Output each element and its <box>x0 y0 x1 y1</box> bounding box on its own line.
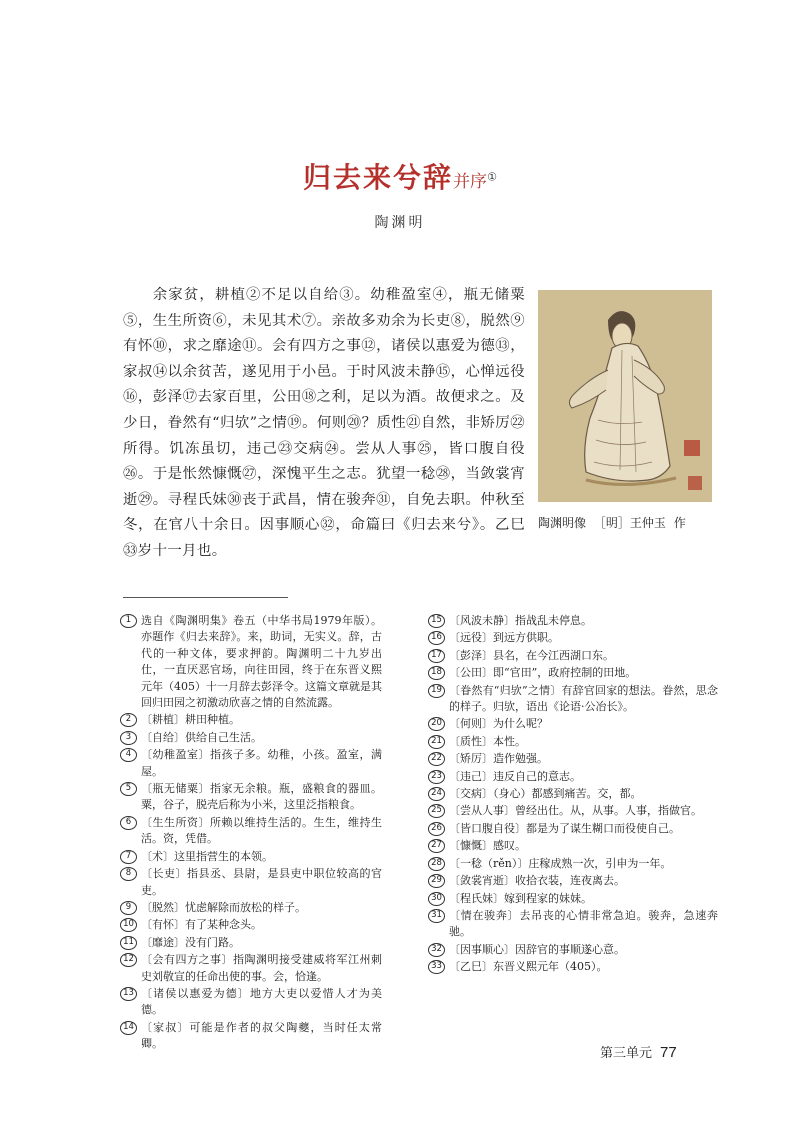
footnote-number: 30 <box>428 892 445 906</box>
page-footer <box>600 1042 740 1061</box>
caption-artist: ［明］王仲玉 <box>593 516 666 530</box>
footnote-number: 16 <box>428 631 445 645</box>
footnote-item <box>120 1020 382 1053</box>
footnote-item <box>428 908 718 941</box>
footnote-number: 21 <box>428 735 445 749</box>
preface-paragraph: 余家贫，耕植②不足以自给③。幼稚盈室④，瓶无储粟⑤，生生所资⑥，未见其术⑦。亲故多劝余为长吏⑧，脱然⑨有怀⑩，求之靡途⑪。会有四方之事⑫，诸侯以惠爱为德⑬，家叔⑭以余贫苦，遂见用于小邑。于时风波未静⑮，心惮远役⑯，彭泽⑰去家百里，公田⑱之利，足以为酒。故便求之。及少日，眷然有“归欤”之情⑲。何则⑳？质性㉑自然，非矫厉㉒所得。饥冻虽切，违己㉓交病㉔。尝从人事㉕，皆口腹自役㉖。于是怅然慷慨㉗，深愧平生之志。犹望一稔㉘，当敛裳宵逝㉙。寻程氏妹㉚丧于武昌，情在骏奔㉛，自免去职。仲秋至冬，在官八十余日。因事顺心㉜，命篇曰《归去来兮》。乙巳㉝岁十一月也。 <box>123 287 525 559</box>
footnote-item <box>428 683 718 716</box>
footnote-item <box>428 786 718 802</box>
footnote-text: 〔何则〕为什么呢？ <box>449 717 548 731</box>
footnote-number: 4 <box>120 748 137 762</box>
footnote-item <box>428 734 718 750</box>
footnote-number: 8 <box>120 867 137 881</box>
page-number: 77 <box>660 1044 677 1061</box>
footnote-number: 2 <box>120 713 137 727</box>
footnote-number: 15 <box>428 614 445 628</box>
footnote-text: 〔交病〕（身心）都感到痛苦。交，都。 <box>449 787 642 801</box>
footnote-item <box>120 730 382 746</box>
footnote-number: 20 <box>428 717 445 731</box>
footnote-text: 〔皆口腹自役〕都是为了谋生糊口而役使自己。 <box>449 821 680 835</box>
footnote-item <box>428 821 718 837</box>
footnote-text: 〔风波未静〕指战乱未停息。 <box>449 614 592 627</box>
footnote-item <box>428 891 718 907</box>
portrait-caption <box>538 514 728 531</box>
footnote-number: 25 <box>428 804 445 818</box>
title-footnote-mark: ① <box>487 170 497 184</box>
footnote-text: 〔敛裳宵逝〕收拾衣装，连夜离去。 <box>449 874 625 888</box>
footnote-text: 〔幼稚盈室〕指孩子多。幼稚，小孩。盈室，满屋。 <box>141 748 382 778</box>
footnote-number: 26 <box>428 822 445 836</box>
footnote-item <box>120 917 382 933</box>
footnote-item <box>120 815 382 848</box>
footnote-item <box>120 986 382 1019</box>
footnote-text: 〔因事顺心〕因辞官的事顺遂心意。 <box>449 942 625 956</box>
footnote-number: 11 <box>120 936 137 950</box>
footnote-text: 〔尝从人事〕曾经出仕。从，从事。人事，指做官。 <box>449 804 702 818</box>
footnote-number: 24 <box>428 787 445 801</box>
footnote-number: 9 <box>120 901 137 915</box>
footnote-number: 28 <box>428 857 445 871</box>
caption-title: 陶渊明像 <box>538 516 587 530</box>
footnote-text: 〔有怀〕有了某种念头。 <box>141 918 262 932</box>
author-name: 陶渊明 <box>374 215 426 231</box>
footnote-text: 〔情在骏奔〕去吊丧的心情非常急迫。骏奔，急速奔驰。 <box>449 908 718 939</box>
footnote-text: 〔公田〕即“官田”，政府控制的田地。 <box>449 666 637 680</box>
footnote-number: 23 <box>428 770 445 784</box>
footnote-item <box>428 942 718 958</box>
footnote-text: 〔长吏〕指县丞、县尉，是县吏中职位较高的官吏。 <box>141 867 382 897</box>
footnote-item <box>428 613 718 629</box>
portrait-illustration <box>538 290 712 502</box>
footnote-number: 31 <box>428 909 445 923</box>
footnote-number: 1 <box>120 614 137 628</box>
footnote-item <box>120 935 382 951</box>
footnote-text: 〔质性〕本性。 <box>449 734 526 748</box>
footnote-item <box>428 873 718 889</box>
caption-suffix: 作 <box>673 516 686 530</box>
footnote-item <box>428 751 718 767</box>
footnote-item <box>120 712 382 728</box>
footnote-item <box>120 849 382 865</box>
unit-label: 第三单元 <box>600 1046 653 1061</box>
footnote-number: 32 <box>428 943 445 957</box>
footnote-text: 〔程氏妹〕嫁到程家的妹妹。 <box>449 891 592 905</box>
footnote-text: 〔自给〕供给自己生活。 <box>141 730 262 744</box>
footnote-item <box>120 781 382 814</box>
footnote-item <box>428 665 718 681</box>
footnote-text: 〔家叔〕可能是作者的叔父陶夔，当时任太常卿。 <box>141 1020 382 1051</box>
footnote-item <box>428 716 718 732</box>
footnote-number: 3 <box>120 731 137 745</box>
footnote-number: 18 <box>428 666 445 680</box>
footnote-text: 〔生生所资〕所赖以维持生活的。生生，维持生活。资，凭借。 <box>141 815 382 846</box>
footnote-item <box>120 747 382 780</box>
footnote-number: 6 <box>120 816 137 830</box>
footnote-number: 13 <box>120 987 137 1001</box>
footnote-item <box>120 952 382 985</box>
footnote-text: 〔会有四方之事〕指陶渊明接受建威将军江州刺史刘敬宣的任命出使的事。会，恰逢。 <box>141 953 382 983</box>
footnotes-left-column <box>120 613 382 1054</box>
footnote-number: 17 <box>428 649 445 663</box>
footnote-text: 〔靡途〕没有门路。 <box>141 935 240 949</box>
footnote-item <box>428 838 718 854</box>
footnote-text: 〔脱然〕忧虑解除而放松的样子。 <box>141 900 306 914</box>
footnote-item <box>428 769 718 785</box>
footnote-divider <box>123 597 288 598</box>
footnote-number: 27 <box>428 839 445 853</box>
footnote-text: 〔术〕这里指营生的本领。 <box>141 849 273 863</box>
footnote-number: 33 <box>428 960 445 974</box>
footnote-number: 7 <box>120 850 137 864</box>
preface-text <box>123 283 525 565</box>
footnote-text: 〔矫厉〕造作勉强。 <box>449 752 548 766</box>
footnote-item <box>120 900 382 916</box>
footnote-text: 〔彭泽〕县名，在今江西湖口东。 <box>449 648 614 662</box>
footnote-text: 选自《陶渊明集》卷五（中华书局1979年版）。亦题作《归去来辞》。来，助词，无实义。辞，古代的一种文体，要求押韵。陶渊明二十九岁出仕，一直厌恶官场，向往田园，终于在东晋义熙元年（405）十一月辞去彭泽令。这篇文章就是其回归田园之初激动欣喜之情的自然流露。 <box>141 614 382 710</box>
footnote-item <box>428 630 718 646</box>
footnote-number: 10 <box>120 918 137 932</box>
footnote-item <box>428 803 718 819</box>
footnote-text: 〔一稔（rěn）〕庄稼成熟一次，引申为一年。 <box>449 856 672 870</box>
footnote-text: 〔远役〕到远方供职。 <box>449 631 559 645</box>
footnote-text: 〔违己〕违反自己的意志。 <box>449 769 581 783</box>
footnote-text: 〔瓶无储粟〕指家无余粮。瓶，盛粮食的器皿。粟，谷子，脱壳后称为小米，这里泛指粮食。 <box>141 782 382 812</box>
footnote-number: 12 <box>120 953 137 967</box>
title-subtitle: 并序 <box>453 172 488 192</box>
footnote-number: 5 <box>120 782 137 796</box>
footnote-number: 19 <box>428 684 445 698</box>
footnote-item <box>428 959 718 975</box>
footnote-text: 〔眷然有“归欤”之情〕有辞官回家的想法。眷然，思念的样子。归欤，语出《论语·公冶长》。 <box>449 683 718 714</box>
footnote-number: 22 <box>428 752 445 766</box>
footnote-number: 29 <box>428 874 445 888</box>
footnote-text: 〔乙巳〕东晋义熙元年（405）。 <box>449 960 608 974</box>
page-title: 归去来兮辞 <box>303 161 454 194</box>
footnote-number: 14 <box>120 1021 137 1035</box>
portrait-image <box>538 290 712 502</box>
footnote-text: 〔慷慨〕感叹。 <box>449 839 526 853</box>
footnote-item <box>428 648 718 664</box>
footnote-text: 〔耕植〕耕田种植。 <box>141 713 240 727</box>
footnotes-right-column <box>428 613 718 977</box>
title-block <box>0 156 800 196</box>
footnote-item <box>120 866 382 899</box>
footnote-item <box>428 856 718 872</box>
footnote-item <box>120 613 382 711</box>
footnote-text: 〔诸侯以惠爱为德〕地方大吏以爱惜人才为美德。 <box>141 986 382 1017</box>
